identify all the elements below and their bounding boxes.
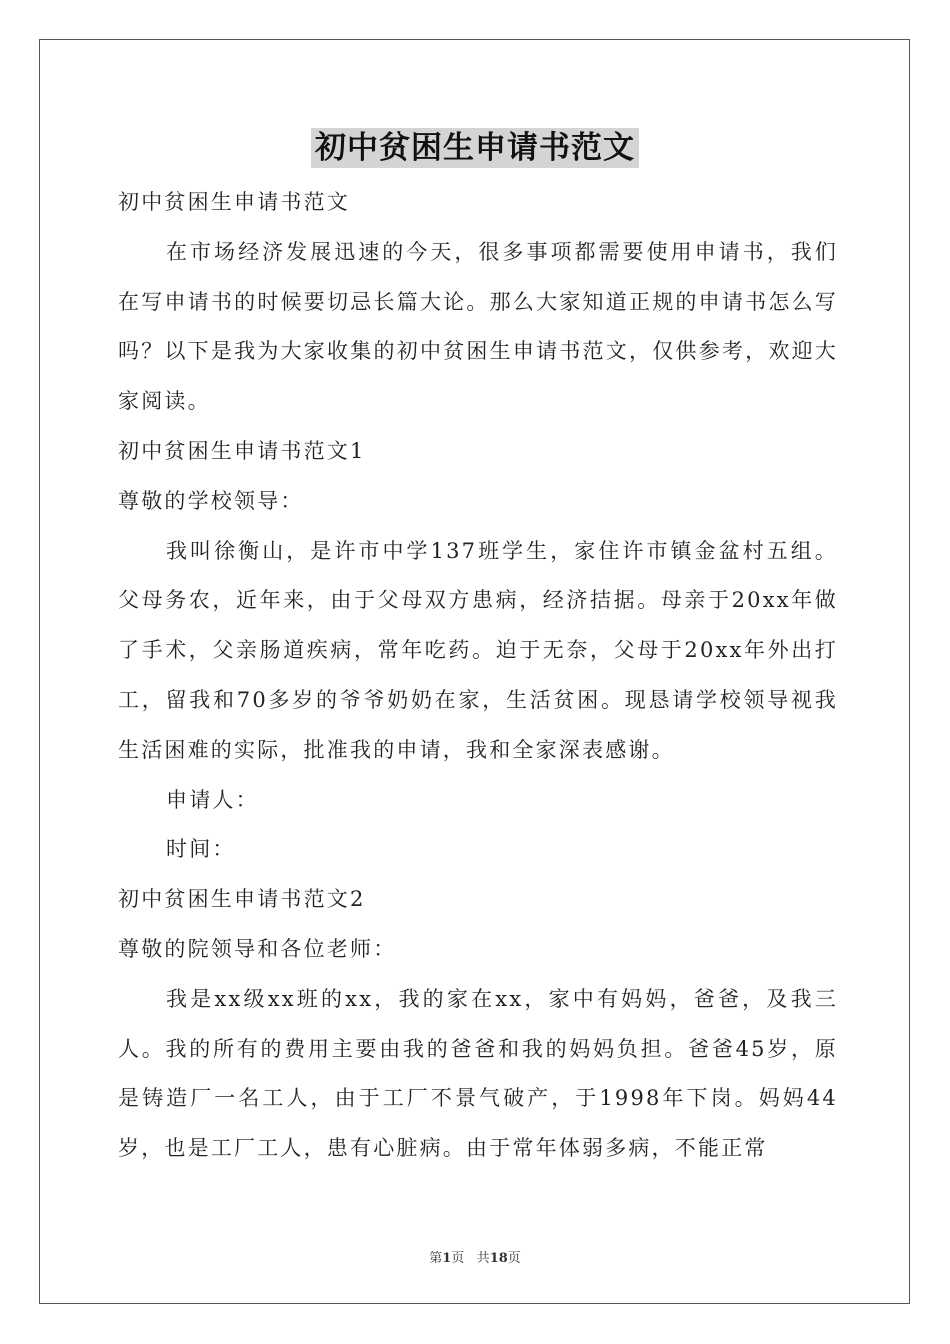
- footer-page-number: 1: [442, 1251, 452, 1266]
- footer-prefix: 第: [429, 1251, 443, 1266]
- salutation-1: 尊敬的学校领导：: [118, 488, 304, 513]
- footer-total-pages: 18: [489, 1251, 508, 1266]
- footer-total-suffix: 页: [507, 1251, 521, 1266]
- document-subtitle: 初中贫困生申请书范文: [118, 190, 350, 214]
- document-body: [118, 178, 838, 1174]
- section-heading-1: 初中贫困生申请书范文1: [118, 438, 366, 463]
- footer-total-prefix: 共: [476, 1251, 490, 1266]
- salutation-2: 尊敬的院领导和各位老师：: [118, 936, 397, 961]
- page-footer: [0, 1247, 950, 1266]
- body-paragraph-2: 我是xx级xx班的xx，我的家在xx，家中有妈妈，爸爸，及我三人。我的所有的费用主要由我的爸爸和我的妈妈负担。爸爸45岁，原是铸造厂一名工人，由于工厂不景气破产，于1998年下岗。妈妈44岁，也是工厂工人，患有心脏病。由于常年体弱多病，不能正常: [118, 986, 838, 1161]
- intro-paragraph: 在市场经济发展迅速的今天，很多事项都需要使用申请书，我们在写申请书的时候要切忌长篇大论。那么大家知道正规的申请书怎么写吗？以下是我为大家收集的初中贫困生申请书范文，仅供参考，欢迎大家阅读。: [118, 239, 838, 414]
- title-area: [0, 128, 950, 168]
- document-title: 初中贫困生申请书范文: [311, 128, 639, 168]
- section-heading-2: 初中贫困生申请书范文2: [118, 887, 366, 912]
- footer-page-suffix: 页: [451, 1251, 465, 1266]
- date-label: 时间：: [166, 837, 236, 862]
- applicant-label: 申请人：: [166, 787, 259, 812]
- body-paragraph-1: 我叫徐衡山，是许市中学137班学生，家住许市镇金盆村五组。父母务农，近年来，由于父母双方患病，经济拮据。母亲于20xx年做了手术，父亲肠道疾病，常年吃药。迫于无奈，父母于20xx年外出打工，留我和70多岁的爷爷奶奶在家，生活贫困。现恳请学校领导视我生活困难的实际，批准我的申请，我和全家深表感谢。: [118, 538, 838, 762]
